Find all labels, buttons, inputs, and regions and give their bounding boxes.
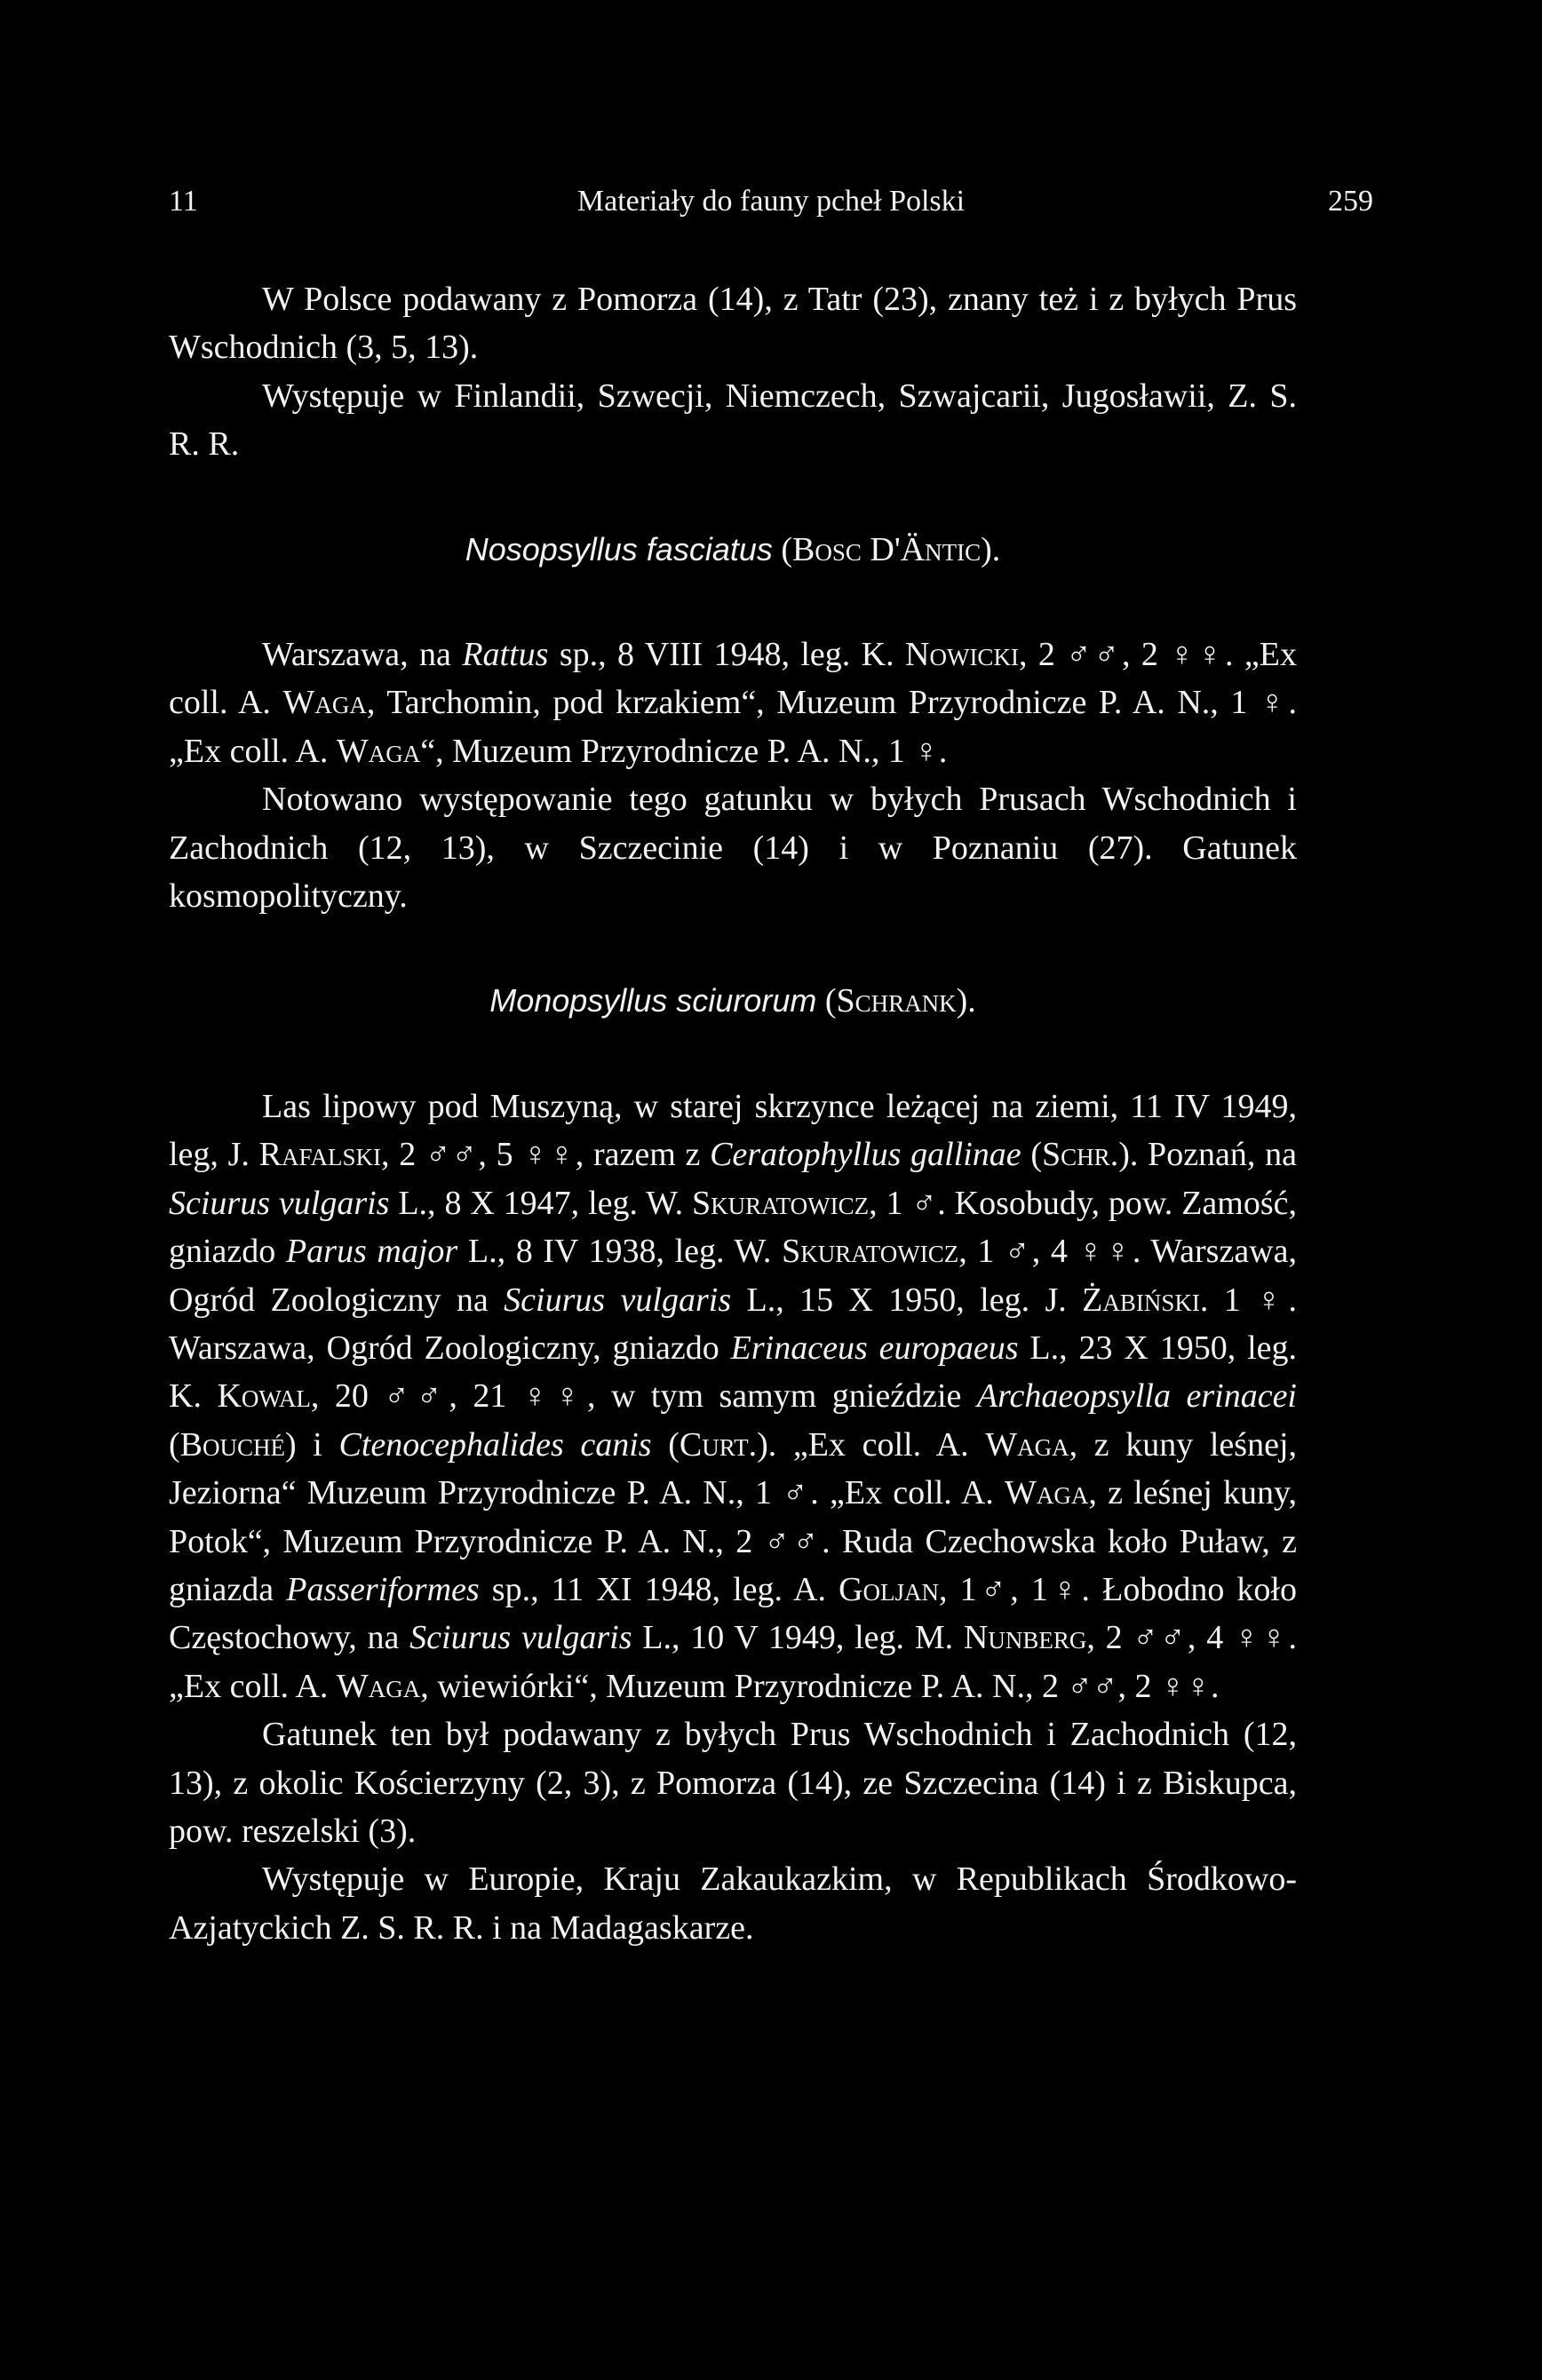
body-paragraph: Występuje w Finlandii, Szwecji, Niemczech, Szwajcarii, Jugosławii, Z. S. R. R. <box>169 377 1297 464</box>
running-header <box>169 185 1373 224</box>
species-heading: Nosopsyllus fasciatus (Bosc D'Äntic). <box>465 530 1001 568</box>
body-paragraph: Występuje w Europie, Kraju Zakaukazkim, w Republikach Środkowo-Azjatyckich Z. S. R. R. i na Madagaskarze. <box>169 1860 1297 1947</box>
page-number: 259 <box>1328 185 1373 218</box>
body-paragraph: W Polsce podawany z Pomorza (14), z Tatr (23), znany też i z byłych Prus Wschodnich (3, 5, 13). <box>169 281 1297 367</box>
body-paragraph: Notowano występowanie tego gatunku w byłych Prusach Wschodnich i Zachodnich (12, 13), w Szczecinie (14) i w Poznaniu (27). Gatunek kosmopolityczny. <box>169 781 1297 916</box>
species-heading: Monopsyllus sciurorum (Schrank). <box>489 982 976 1020</box>
running-title: Materiały do fauny pcheł Polski <box>576 185 966 218</box>
body-paragraph: Gatunek ten był podawany z byłych Prus Wschodnich i Zachodnich (12, 13), z okolic Kościerzyny (2, 3), z Pomorza (14), ze Szczecina (14) i z Biskupca, pow. reszelski (3). <box>169 1716 1297 1850</box>
body-paragraph: Warszawa, na Rattus sp., 8 VIII 1948, leg. K. Nowicki, 2 ♂♂, 2 ♀♀. „Ex coll. A. Waga, Tarchomin, pod krzakiem“, Muzeum Przyrodnicze P. A. N., 1 ♀. „Ex coll. A. Waga“, Muzeum Przyrodnicze P. A. N., 1 ♀. <box>169 636 1298 770</box>
section-number: 11 <box>169 185 198 218</box>
page-body <box>169 275 1297 1952</box>
body-paragraph: Las lipowy pod Muszyną, w starej skrzynce leżącej na ziemi, 11 IV 1949, leg, J. Rafalski, 2 ♂♂, 5 ♀♀, razem z Ceratophyllus gallinae (Schr.). Poznań, na Sciurus vulgaris L., 8 X 1947, leg. W. Skuratowicz, 1 ♂. Kosobudy, pow. Zamość, gniazdo Parus major L., 8 IV 1938, leg. W. Skuratowicz, 1 ♂, 4 ♀♀. Warszawa, Ogród Zoologiczny na Sciurus vulgaris L., 15 X 1950, leg. J. Żabiński. 1 ♀. Warszawa, Ogród Zoologiczny, gniazdo Erinaceus europaeus L., 23 X 1950, leg. K. Kowal, 20 ♂♂, 21 ♀♀, w tym samym gnieździe Archaeopsylla erinacei (Bouché) i Ctenocephalides canis (Curt.). „Ex coll. A. Waga, z kuny leśnej, Jeziorna“ Muzeum Przyrodnicze P. A. N., 1 ♂. „Ex coll. A. Waga, z leśnej kuny, Potok“, Muzeum Przyrodnicze P. A. N., 2 ♂♂. Ruda Czechowska koło Puław, z gniazda Passeriformes sp., 11 XI 1948, leg. A. Goljan, 1♂, 1♀. Łobodno koło Częstochowy, na Sciurus vulgaris L., 10 V 1949, leg. M. Nunberg, 2 ♂♂, 4 ♀♀. „Ex coll. A. Waga, wiewiórki“, Muzeum Przyrodnicze P. A. N., 2 ♂♂, 2 ♀♀. <box>169 1087 1298 1705</box>
